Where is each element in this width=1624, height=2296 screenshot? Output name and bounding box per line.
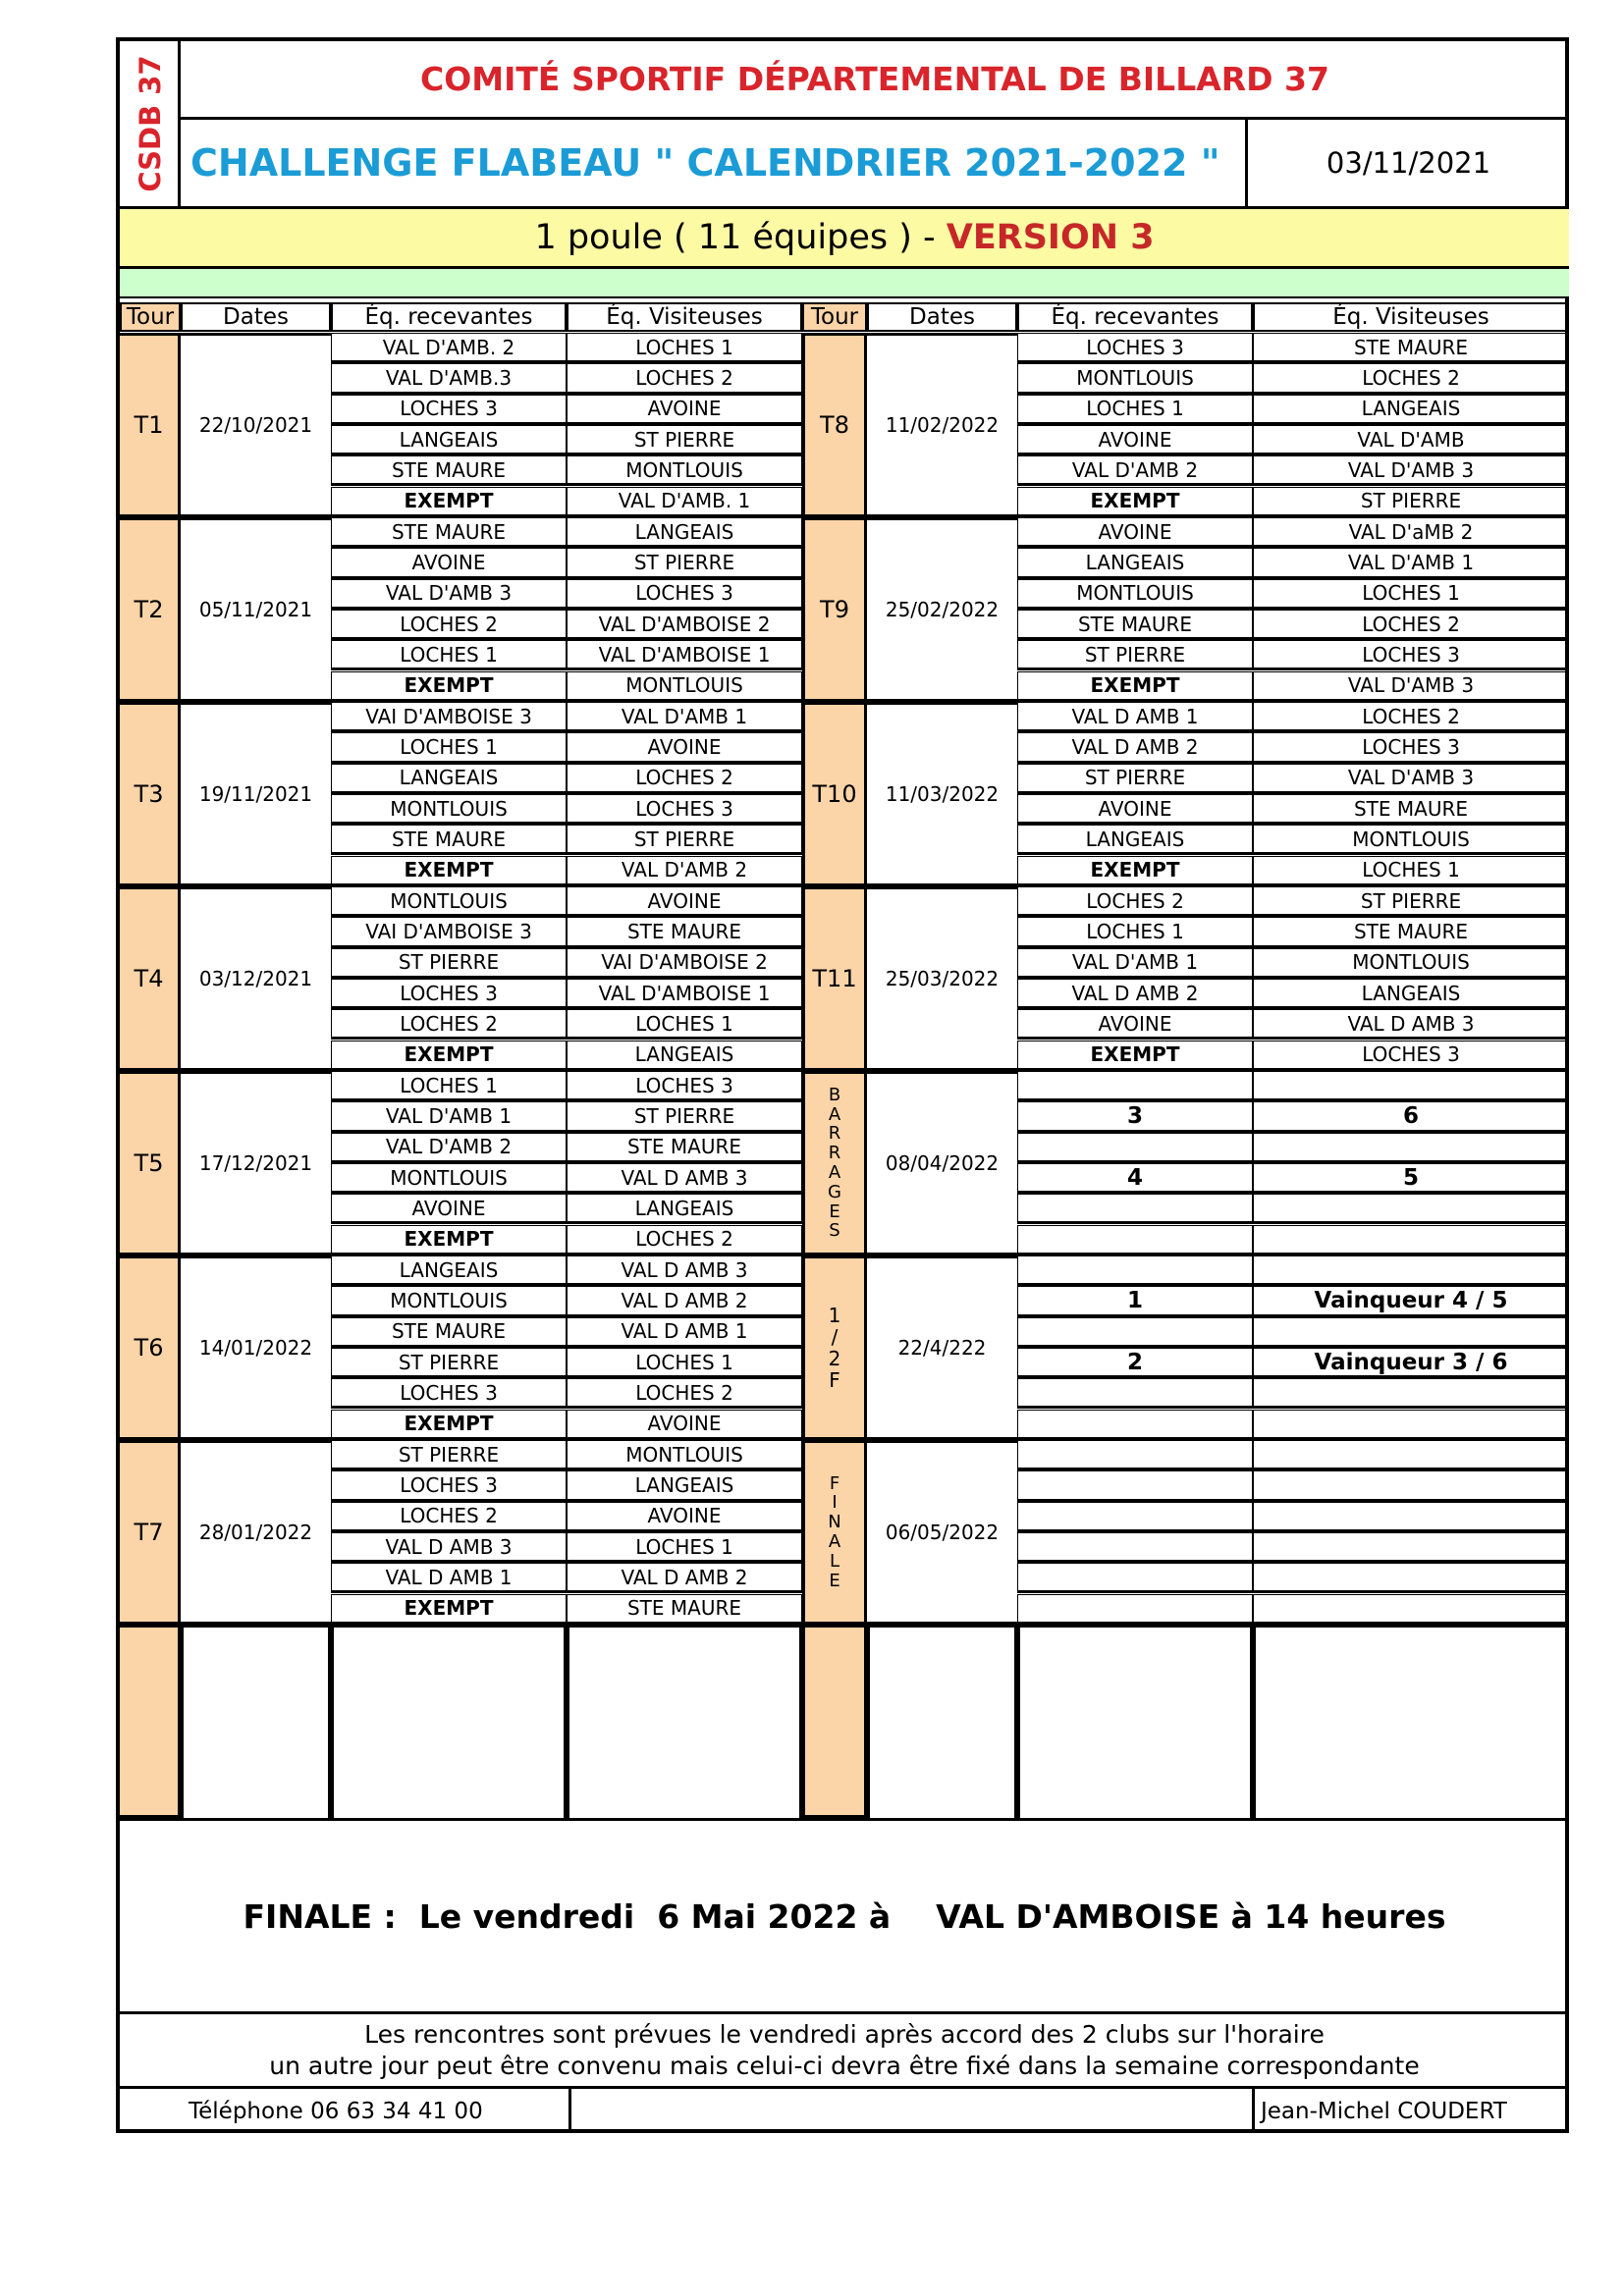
round-date: 25/02/2022 — [867, 517, 1017, 702]
home-team-cell: LOCHES 2 — [331, 1009, 567, 1040]
tour-cell: T5 — [120, 1071, 181, 1255]
home-team-cell: LOCHES 1 — [331, 640, 567, 670]
away-team-cell: 6 — [1253, 1101, 1569, 1132]
home-team-cell: VAI D'AMBOISE 3 — [331, 702, 567, 732]
away-team-cell: VAL D'AMB 2 — [567, 856, 802, 886]
home-team-cell: ST PIERRE — [331, 1440, 567, 1470]
round-date: 11/02/2022 — [867, 333, 1017, 517]
home-team-cell — [1017, 1194, 1253, 1224]
away-team-cell: AVOINE — [567, 1502, 802, 1532]
home-team-cell: AVOINE — [1017, 794, 1253, 825]
away-team-cell: VAL D'AMB — [1253, 425, 1569, 455]
home-team-cell: LOCHES 1 — [331, 1071, 567, 1101]
home-team-cell: EXEMPT — [331, 487, 567, 517]
home-team-cell: LANGEAIS — [1017, 825, 1253, 855]
away-team-cell — [1253, 1594, 1569, 1625]
away-team-cell: VAL D'AMB 3 — [1253, 671, 1569, 702]
round-date: 17/12/2021 — [181, 1071, 331, 1255]
away-team-cell: LOCHES 2 — [1253, 363, 1569, 394]
home-team-cell: ST PIERRE — [1017, 764, 1253, 794]
home-team-cell: 3 — [1017, 1101, 1253, 1132]
home-team-cell: LANGEAIS — [331, 764, 567, 794]
away-team-cell: MONTLOUIS — [1253, 948, 1569, 979]
home-team-cell: LOCHES 3 — [331, 979, 567, 1009]
home-team-cell: VAL D AMB 3 — [331, 1532, 567, 1563]
home-team-cell: EXEMPT — [331, 1225, 567, 1255]
tour-letter: / — [831, 1325, 839, 1349]
home-team-cell: VAL D'AMB 1 — [1017, 948, 1253, 979]
tour-letter: B — [828, 1084, 841, 1105]
home-team-cell: STE MAURE — [1017, 610, 1253, 640]
tour-letter: A — [828, 1103, 841, 1125]
away-team-cell — [1253, 1440, 1569, 1470]
away-team-cell: VAL D AMB 3 — [567, 1163, 802, 1194]
home-team-cell: LOCHES 3 — [331, 395, 567, 425]
round-date: 11/03/2022 — [867, 702, 1017, 886]
home-team-cell: LOCHES 3 — [331, 1470, 567, 1501]
away-team-cell: ST PIERRE — [1253, 886, 1569, 917]
home-team-cell: STE MAURE — [331, 1317, 567, 1348]
away-team-cell: STE MAURE — [567, 917, 802, 947]
home-team-cell: LOCHES 2 — [331, 610, 567, 640]
away-team-cell: STE MAURE — [567, 1594, 802, 1625]
away-team-cell: ST PIERRE — [567, 825, 802, 855]
home-team-cell: EXEMPT — [331, 1594, 567, 1625]
tour-letter: S — [829, 1220, 840, 1242]
header-away-left: Éq. Visiteuses — [567, 302, 802, 332]
away-team-cell: MONTLOUIS — [1253, 825, 1569, 855]
home-team-cell: LOCHES 1 — [1017, 395, 1253, 425]
tour-cell — [802, 1255, 867, 1440]
committee-title: COMITÉ SPORTIF DÉPARTEMENTAL DE BILLARD 37 — [181, 41, 1569, 120]
blank-home-left — [331, 1625, 567, 1818]
away-team-cell: LOCHES 3 — [567, 579, 802, 610]
tour-cell: T2 — [120, 517, 181, 702]
tour-cell: T11 — [802, 886, 867, 1071]
home-team-cell: MONTLOUIS — [331, 886, 567, 917]
notes-box — [120, 2014, 1569, 2089]
away-team-cell — [1253, 1563, 1569, 1593]
away-team-cell — [1253, 1470, 1569, 1501]
tour-cell — [802, 1071, 867, 1255]
away-team-cell: STE MAURE — [1253, 917, 1569, 947]
home-team-cell: EXEMPT — [331, 856, 567, 886]
away-team-cell — [1253, 1255, 1569, 1286]
away-team-cell: LOCHES 2 — [567, 1378, 802, 1409]
phone-number: Téléphone 06 63 34 41 00 — [120, 2089, 571, 2133]
away-team-cell: AVOINE — [567, 886, 802, 917]
home-team-cell — [1017, 1440, 1253, 1470]
away-team-cell: STE MAURE — [567, 1133, 802, 1163]
home-team-cell — [1017, 1378, 1253, 1409]
away-team-cell: VAL D'AMB 3 — [1253, 455, 1569, 486]
away-team-cell: STE MAURE — [1253, 333, 1569, 363]
home-team-cell: AVOINE — [1017, 425, 1253, 455]
away-team-cell: LOCHES 1 — [567, 1532, 802, 1563]
round-date: 22/10/2021 — [181, 333, 331, 517]
home-team-cell: VAL D AMB 2 — [1017, 732, 1253, 763]
away-team-cell: LANGEAIS — [567, 1041, 802, 1071]
home-team-cell — [1017, 1225, 1253, 1255]
away-team-cell: LOCHES 3 — [567, 794, 802, 825]
home-team-cell: LOCHES 2 — [331, 1502, 567, 1532]
home-team-cell: STE MAURE — [331, 825, 567, 855]
away-team-cell: Vainqueur 4 / 5 — [1253, 1286, 1569, 1316]
away-team-cell: VAL D AMB 2 — [567, 1286, 802, 1316]
tour-cell: T8 — [802, 333, 867, 517]
away-team-cell: VAL D AMB 3 — [567, 1255, 802, 1286]
header-dates-right: Dates — [867, 302, 1017, 332]
away-team-cell: VAL D'AMBOISE 2 — [567, 610, 802, 640]
home-team-cell: VAL D AMB 1 — [331, 1563, 567, 1593]
home-team-cell: VAL D AMB 2 — [1017, 979, 1253, 1009]
round-date: 19/11/2021 — [181, 702, 331, 886]
away-team-cell: VAL D'AMBOISE 1 — [567, 640, 802, 670]
round-date: 06/05/2022 — [867, 1440, 1017, 1625]
away-team-cell: LANGEAIS — [567, 517, 802, 548]
home-team-cell: ST PIERRE — [331, 1348, 567, 1378]
away-team-cell: VAL D AMB 2 — [567, 1563, 802, 1593]
home-team-cell: AVOINE — [331, 1194, 567, 1224]
away-team-cell: VAL D'AMBOISE 1 — [567, 979, 802, 1009]
tour-letter: E — [829, 1570, 840, 1591]
away-team-cell — [1253, 1317, 1569, 1348]
home-team-cell: STE MAURE — [331, 517, 567, 548]
home-team-cell: VAL D'AMB 1 — [331, 1101, 567, 1132]
away-team-cell: AVOINE — [567, 732, 802, 763]
home-team-cell: EXEMPT — [1017, 671, 1253, 702]
calendar-sheet — [116, 37, 1569, 2133]
home-team-cell: AVOINE — [331, 548, 567, 578]
home-team-cell — [1017, 1470, 1253, 1501]
tour-letter: 1 — [828, 1304, 841, 1327]
home-team-cell: LOCHES 1 — [331, 732, 567, 763]
away-team-cell: VAL D'AMB 3 — [1253, 764, 1569, 794]
tour-letter: N — [828, 1512, 841, 1533]
home-team-cell — [1017, 1317, 1253, 1348]
away-team-cell: VAL D'aMB 2 — [1253, 517, 1569, 548]
home-team-cell — [1017, 1502, 1253, 1532]
home-team-cell — [1017, 1532, 1253, 1563]
tour-letter: E — [829, 1201, 840, 1222]
home-team-cell: MONTLOUIS — [1017, 363, 1253, 394]
header-tour-right: Tour — [802, 302, 867, 332]
note-line-1: Les rencontres sont prévues le vendredi après accord des 2 clubs sur l'horaire — [364, 2020, 1325, 2050]
away-team-cell: VAL D'AMB 1 — [1253, 548, 1569, 578]
away-team-cell: LOCHES 3 — [1253, 1041, 1569, 1071]
home-team-cell: VAL D'AMB.3 — [331, 363, 567, 394]
poule-banner — [120, 206, 1569, 269]
blank-date-right — [867, 1625, 1017, 1818]
home-team-cell: EXEMPT — [1017, 1041, 1253, 1071]
blank-tour-left — [120, 1625, 181, 1818]
home-team-cell: 4 — [1017, 1163, 1253, 1194]
away-team-cell: LOCHES 2 — [1253, 702, 1569, 732]
tour-letter: A — [828, 1531, 841, 1552]
round-date: 28/01/2022 — [181, 1440, 331, 1625]
home-team-cell: LOCHES 3 — [331, 1378, 567, 1409]
tour-cell: T6 — [120, 1255, 181, 1440]
away-team-cell: LOCHES 3 — [1253, 732, 1569, 763]
away-team-cell: AVOINE — [567, 395, 802, 425]
tour-cell: T7 — [120, 1440, 181, 1625]
away-team-cell: LOCHES 2 — [1253, 610, 1569, 640]
blank-away-right — [1253, 1625, 1569, 1818]
tour-cell: T9 — [802, 517, 867, 702]
away-team-cell: MONTLOUIS — [567, 671, 802, 702]
home-team-cell: STE MAURE — [331, 455, 567, 486]
round-date: 25/03/2022 — [867, 886, 1017, 1071]
away-team-cell: LOCHES 1 — [1253, 856, 1569, 886]
home-team-cell: 1 — [1017, 1286, 1253, 1316]
tour-letter: L — [829, 1550, 840, 1572]
away-team-cell: LOCHES 3 — [1253, 640, 1569, 670]
poule-text: 1 poule ( 11 équipes ) - — [534, 218, 947, 257]
away-team-cell: VAL D AMB 1 — [567, 1317, 802, 1348]
away-team-cell — [1253, 1133, 1569, 1163]
header-tour-left: Tour — [120, 302, 181, 332]
home-team-cell: ST PIERRE — [331, 948, 567, 979]
tour-letter: A — [828, 1162, 841, 1183]
home-team-cell: 2 — [1017, 1348, 1253, 1378]
home-team-cell — [1017, 1071, 1253, 1101]
away-team-cell: 5 — [1253, 1163, 1569, 1194]
away-team-cell: Vainqueur 3 / 6 — [1253, 1348, 1569, 1378]
tour-letter: G — [828, 1181, 841, 1202]
away-team-cell: ST PIERRE — [567, 425, 802, 455]
home-team-cell — [1017, 1563, 1253, 1593]
home-team-cell: VAL D AMB 1 — [1017, 702, 1253, 732]
home-team-cell: EXEMPT — [331, 671, 567, 702]
note-line-2: un autre jour peut être convenu mais celui-ci devra être fixé dans la semaine correspondante — [269, 2051, 1420, 2080]
home-team-cell: ST PIERRE — [1017, 640, 1253, 670]
away-team-cell — [1253, 1194, 1569, 1224]
away-team-cell: VAL D'AMB. 1 — [567, 487, 802, 517]
away-team-cell: STE MAURE — [1253, 794, 1569, 825]
tour-letter: R — [828, 1123, 841, 1145]
issue-date: 03/11/2021 — [1245, 120, 1569, 206]
tour-letter: 2 — [828, 1347, 841, 1370]
home-team-cell: LANGEAIS — [331, 1255, 567, 1286]
away-team-cell — [1253, 1071, 1569, 1101]
author-name: Jean-Michel COUDERT — [1261, 2098, 1507, 2124]
home-team-cell: VAI D'AMBOISE 3 — [331, 917, 567, 947]
round-date: 14/01/2022 — [181, 1255, 331, 1440]
green-band — [120, 269, 1569, 298]
away-team-cell: ST PIERRE — [1253, 487, 1569, 517]
round-date: 08/04/2022 — [867, 1071, 1017, 1255]
home-team-cell: LOCHES 1 — [1017, 917, 1253, 947]
home-team-cell — [1017, 1255, 1253, 1286]
home-team-cell: EXEMPT — [1017, 487, 1253, 517]
away-team-cell: MONTLOUIS — [567, 455, 802, 486]
blank-away-left — [567, 1625, 802, 1818]
version-label: VERSION 3 — [946, 218, 1155, 257]
away-team-cell: ST PIERRE — [567, 548, 802, 578]
home-team-cell: AVOINE — [1017, 517, 1253, 548]
home-team-cell: VAL D'AMB 2 — [331, 1133, 567, 1163]
home-team-cell: EXEMPT — [331, 1041, 567, 1071]
tour-letter: I — [832, 1492, 838, 1514]
away-team-cell — [1253, 1410, 1569, 1440]
home-team-cell: LANGEAIS — [1017, 548, 1253, 578]
home-team-cell: MONTLOUIS — [331, 1286, 567, 1316]
away-team-cell: LOCHES 1 — [567, 1348, 802, 1378]
away-team-cell: LOCHES 2 — [567, 363, 802, 394]
tour-cell: T10 — [802, 702, 867, 886]
home-team-cell — [1017, 1133, 1253, 1163]
tour-cell: T1 — [120, 333, 181, 517]
tour-cell: T4 — [120, 886, 181, 1071]
away-team-cell: LANGEAIS — [1253, 979, 1569, 1009]
away-team-cell: LOCHES 1 — [567, 333, 802, 363]
away-team-cell: LOCHES 1 — [1253, 579, 1569, 610]
away-team-cell — [1253, 1225, 1569, 1255]
tour-letter: R — [828, 1143, 841, 1164]
challenge-subtitle: CHALLENGE FLABEAU " CALENDRIER 2021-2022 " — [190, 141, 1220, 185]
home-team-cell: VAL D'AMB 3 — [331, 579, 567, 610]
away-team-cell — [1253, 1532, 1569, 1563]
away-team-cell: VAL D AMB 3 — [1253, 1009, 1569, 1040]
finale-banner: FINALE : Le vendredi 6 Mai 2022 à VAL D'AMBOISE à 14 heures — [120, 1818, 1569, 2014]
footer-blank — [571, 2089, 1255, 2133]
round-date: 05/11/2021 — [181, 517, 331, 702]
round-date: 03/12/2021 — [181, 886, 331, 1071]
home-team-cell: VAL D'AMB 2 — [1017, 455, 1253, 486]
away-team-cell: MONTLOUIS — [567, 1440, 802, 1470]
tour-letter: F — [829, 1368, 840, 1392]
home-team-cell: EXEMPT — [1017, 856, 1253, 886]
away-team-cell — [1253, 1502, 1569, 1532]
away-team-cell: VAL D'AMB 1 — [567, 702, 802, 732]
header-away-right: Éq. Visiteuses — [1253, 302, 1569, 332]
blank-date-left — [181, 1625, 331, 1818]
header-dates-left: Dates — [181, 302, 331, 332]
tour-letter: F — [829, 1472, 840, 1494]
away-team-cell: LOCHES 1 — [567, 1009, 802, 1040]
home-team-cell: MONTLOUIS — [1017, 579, 1253, 610]
home-team-cell: LOCHES 2 — [1017, 886, 1253, 917]
home-team-cell: LOCHES 3 — [1017, 333, 1253, 363]
home-team-cell: AVOINE — [1017, 1009, 1253, 1040]
tour-cell: T3 — [120, 702, 181, 886]
home-team-cell: EXEMPT — [331, 1410, 567, 1440]
away-team-cell: LOCHES 2 — [567, 764, 802, 794]
home-team-cell: MONTLOUIS — [331, 1163, 567, 1194]
blank-home-right — [1017, 1625, 1253, 1818]
away-team-cell: VAI D'AMBOISE 2 — [567, 948, 802, 979]
side-label-box — [120, 41, 181, 206]
away-team-cell: AVOINE — [567, 1410, 802, 1440]
away-team-cell — [1253, 1378, 1569, 1409]
away-team-cell: LOCHES 3 — [567, 1071, 802, 1101]
away-team-cell: ST PIERRE — [567, 1101, 802, 1132]
home-team-cell: MONTLOUIS — [331, 794, 567, 825]
blank-tour-right — [802, 1625, 867, 1818]
away-team-cell: LANGEAIS — [1253, 395, 1569, 425]
away-team-cell: LANGEAIS — [567, 1194, 802, 1224]
home-team-cell: VAL D'AMB. 2 — [331, 333, 567, 363]
side-label: CSDB 37 — [134, 55, 167, 192]
round-date: 22/4/222 — [867, 1255, 1017, 1440]
home-team-cell — [1017, 1410, 1253, 1440]
away-team-cell: LOCHES 2 — [567, 1225, 802, 1255]
tour-cell — [802, 1440, 867, 1625]
header-home-left: Éq. recevantes — [331, 302, 567, 332]
home-team-cell: LANGEAIS — [331, 425, 567, 455]
header-home-right: Éq. recevantes — [1017, 302, 1253, 332]
away-team-cell: LANGEAIS — [567, 1470, 802, 1501]
home-team-cell — [1017, 1594, 1253, 1625]
